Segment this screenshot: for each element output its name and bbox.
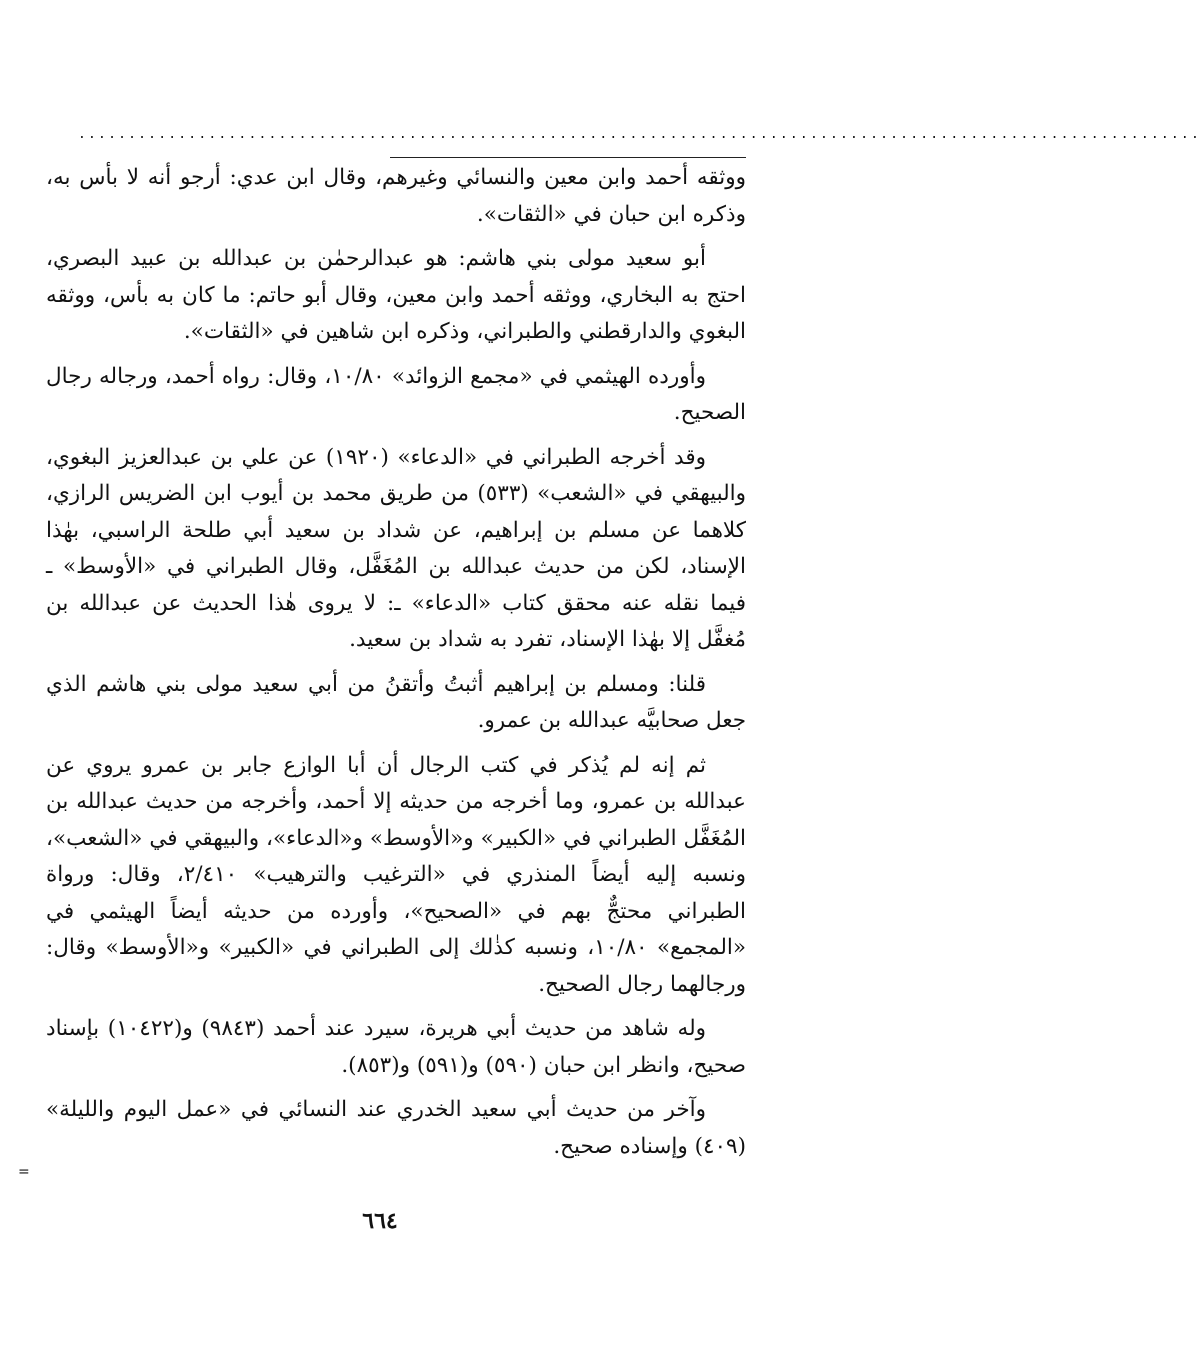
paragraph: ووثقه أحمد وابن معين والنسائي وغيرهم، وقال ابن عدي: أرجو أنه لا بأس به، وذكره ابن حبان في «الثقات». — [46, 165, 746, 227]
paragraph: وأورده الهيثمي في «مجمع الزوائد» ١٠/٨٠، وقال: رواه أحمد، ورجاله رجال الصحيح. — [46, 363, 746, 425]
footnote-text — [46, 160, 746, 1165]
page-number: ٦٦٤ — [362, 1208, 398, 1234]
paragraph: أبو سعيد مولى بني هاشم: هو عبدالرحمٰن بن عبدالله بن عبيد البصري، احتج به البخاري، ووثقه أحمد وابن معين، وقال أبو حاتم: ما كان به بأس، ووثقه البغوي والدارقطني والطبراني، وذكره ابن شاهين في «الثقات». — [46, 246, 746, 344]
paragraph: قلنا: ومسلم بن إبراهيم أثبتُ وأتقنُ من أبي سعيد مولى بني هاشم الذي جعل صحابيَّه عبدالله بن عمرو. — [46, 671, 746, 733]
paragraph: وآخر من حديث أبي سعيد الخدري عند النسائي في «عمل اليوم والليلة» (٤٠٩) وإسناده صحيح. — [46, 1097, 746, 1159]
paragraph: وقد أخرجه الطبراني في «الدعاء» (١٩٢٠) عن علي بن عبدالعزيز البغوي، والبيهقي في «الشعب» (٥٣٣) من طريق محمد بن أيوب ابن الضريس الرازي، كلاهما عن مسلم بن إبراهيم، عن شداد بن سعيد أبي طلحة الراسبي، بهٰذا الإسناد، لكن من حديث عبدالله بن المُغَفَّل، وقال الطبراني في «الأوسط» ـ فيما نقله عنه محقق كتاب «الدعاء» ـ: لا يروى هٰذا الحديث عن عبدالله بن مُغفَّل إلا بهٰذا الإسناد، تفرد به شداد بن سعيد. — [46, 444, 746, 652]
paragraph: ثم إنه لم يُذكر في كتب الرجال أن أبا الوازع جابر بن عمرو يروي عن عبدالله بن عمرو، وما أخرجه من حديثه إلا أحمد، وأخرجه من حديث عبدالله بن المُغَفَّل الطبراني في «الكبير» و«الأوسط» و«الدعاء»، والبيهقي في «الشعب»، ونسبه إليه أيضاً المنذري في «الترغيب والترهيب» ٢/٤١٠، وقال: ورواة الطبراني محتجٌّ بهم في «الصحيح»، وأورده من حديثه أيضاً الهيثمي في «المجمع» ١٠/٨٠، ونسبه كذٰلك إلى الطبراني في «الكبير» و«الأوسط» وقال: ورجالهما رجال الصحيح. — [46, 752, 746, 997]
paragraph: وله شاهد من حديث أبي هريرة، سيرد عند أحمد (٩٨٤٣) و(١٠٤٢٢) بإسناد صحيح، وانظر ابن حبان (٥٩٠) و(٥٩١) و(٨٥٣). — [46, 1016, 746, 1078]
continuation-mark: = — [18, 1164, 30, 1180]
footnote-rule — [390, 157, 746, 158]
separator-dots: ................................................................................................................ — [78, 127, 1201, 142]
